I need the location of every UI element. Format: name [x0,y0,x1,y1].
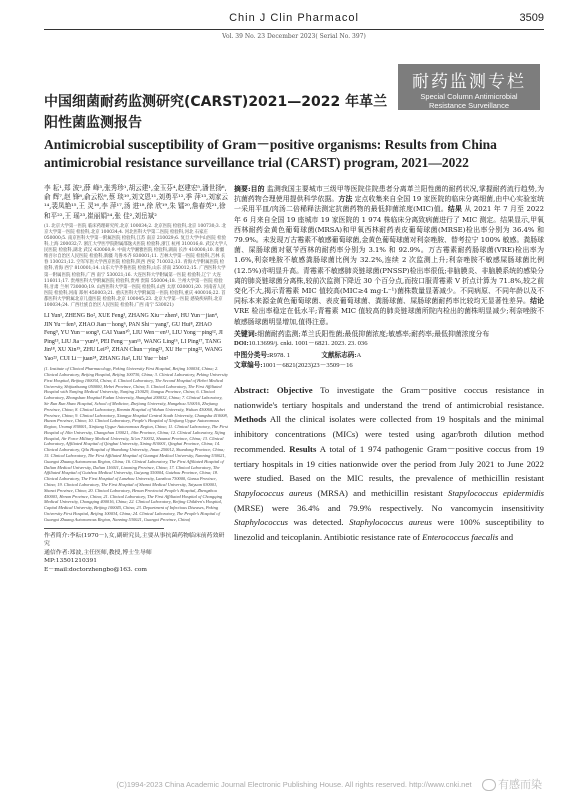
objective-cn-label: 目的 [250,185,265,193]
species-2: Stapylococcus epidermidis [448,487,544,498]
methods-en-label: Methods [234,414,267,425]
keywords-cn [234,329,544,339]
issue-info: Vol. 39 No. 23 December 2023( Serial No. 397) [222,33,366,40]
banner-subtitle-line1: Special Column Antimicrobial [420,92,518,101]
results-en-3: (MRSE) were 36.4% and 79.9% respectively. No vancomycin insensitivity [234,502,544,513]
species-4: Staphylococcus aureus [349,517,432,528]
species-5: Enterococcus faecalis [422,532,499,543]
methods-en: All the clinical isolates were collected from 19 hospitals and the minimal inhibitory concentrations (MICs) were tested using agar/broth dilution method recommended. [234,414,544,454]
keywords-cn-text: 细菌耐药监测;革兰氏阳性菌;最低抑菌浓度;敏感率;耐药率;最低抑菌浓度分布 [257,329,490,338]
page-number: 3509 [519,12,544,24]
author-phone: MP:13501210391 [44,558,97,565]
methods-cn-label: 方法 [338,195,353,204]
results-cn-label: 结果 [447,205,463,214]
clc-label: 中图分类号: [234,352,270,360]
results-en-5: were 100% susceptibility to linezolid and teicoplanin. Antibiotic resistance rate of [234,517,544,543]
classification-line [234,351,544,361]
conclusion-cn: VRE 检出率稳定在低水平;青霉素 MIC 值较高的肺炎链球菌所院内检出的菌株明显减少;利奈唑胺不敏感肠球菌明显增加,值得注意。 [234,307,544,326]
methods-cn: 定点收集来自全国 19 家医院的临床分离细菌,由中心实验室统一采用平皿/肉汤二倍稀释法测定抗菌药物的最低抑菌浓度(MIC)值。 [234,195,545,214]
doi-line [234,339,544,349]
chat-bubble-icon [482,779,496,791]
journal-title: Chin J Clin Pharmacol [229,12,359,24]
doc-code-value: A [356,352,362,360]
results-en-1: A total of 1 974 pathogenic Gram－positive coccus from 19 tertiary hospitals in 19 cities nationwide over the period from July 2021 to June 2022 were studied. Based on the MIC results, the prevalence of methicillin resistant [234,443,545,484]
objective-en-label: Objective [276,385,313,396]
authors-cn: 李 耘¹,郑 波²,薛 峰³,张秀珍¹,胡云建¹,金玉芬⁴,赵建宏⁵,潘世扬⁶,俞 辉⁷,赵 锋⁸,俞云松⁹,蔡 琰¹⁰,刘文恩¹¹,刘勇平¹²,季 萍¹³,刘家云¹⁴,裴凤艳¹⁵,王 灵¹⁶,李 萍¹⁷,汤 进¹⁸,徐 欣¹⁹,朱 镭²⁰,詹春英²¹,徐和平²²,王 瑶²³,崔丽娟²⁴,张 佳²,刘岳斌² [44,184,229,220]
results-en-2: (MRSA) and methicillin resistant [312,487,449,498]
banner-subtitle [398,92,540,110]
header-rule [44,29,544,30]
abstract-cn-label: 摘要: [234,185,251,193]
species-1: Stapylococcus aureus [234,487,313,498]
article-number-line [234,361,544,371]
affiliations-cn: (1. 北京大学第一医院 临床药理研究所,北京 100034;2. 北京医院 检验科,北京 100730;3. 北京大学第一医院 检验科,北京 100034;4. 河北医科大学第二医院 检验科,河北 石家庄 050000;5. 南京医科大学第一附属医院 检验科,江苏 南京 210029;6. 复旦大学中山医院 检验科,上海 200032;7. 浙江大学医学院附属邵逸夫医院 检验科,浙江 杭州 310016;8. 武汉大学人民医院 检验科,湖北 武汉 430060;9. 中南大学湘雅医院 检验科,湖南 长沙 410008;10. 新疆维吾尔自治区人民医院 检验科,新疆 乌鲁木齐 830001;11. 吉林大学第一医院 检验科,吉林 长春 130021;12. 空军军医大学西京医院 检验科,陕西 西安 710032;13. 青海大学附属医院 检验科,青海 西宁 810001;14. 山东大学齐鲁医院 检验科,山东 济南 250012;15. 广西医科大学第一附属医院 检验科,广西 南宁 530021;16. 大连医科大学附属第一医院 检验科,辽宁 大连 116011;17. 贵州医科大学附属医院 检验科,贵州 贵阳 550004;18. 兰州大学第一医院 检验科,甘肃 兰州 730000;19. 山西医科大学第一医院 检验科,山西 太原 030001;20. 河南省人民医院 检验科,河南 郑州 450003;21. 重庆医科大学附属第一医院 检验科,重庆 400016;22. 首都医科大学附属北京儿童医院 检验科,北京 100045;23. 北京大学第一医院 感染疾病科,北京 100034;24. 广西壮族自治区人民医院 检验科,广西 南宁 530021) [44,223,228,309]
keywords-cn-label: 关键词: [234,329,258,338]
abstract-column [234,184,544,545]
article-title-cn: 中国细菌耐药监测研究(CARST)2021—2022 年革兰阳性菌监测报告 [44,94,388,131]
doi-value: 10.13699/j. cnki. 1001－6821. 2023. 23. 036 [248,340,368,348]
authors-en: LI Yun¹, ZHENG Bo², XUE Feng³, ZHANG Xiu－zhen¹, HU Yun－jian⁴, JIN Yu－fen⁵, ZHAO Jian－hong⁶, PAN Shi－yang⁷, GU Hui⁸, ZHAO Feng⁹, YU Yun－song⁹, CAI Yuan¹⁰, LIU Wen－en¹¹, LIU Yong－ping¹², JI Ping¹³, LIU Jia－yun¹⁴, PEI Feng－yan¹⁵, WANG Ling¹⁶, LI Ping¹⁷, TANG Jin¹⁸, XU Xin¹⁹, ZHU Lei²⁰, ZHAN Chun－ying²¹, XU He－ping²², WANG Yao²³, CUI Li－juan²⁴, ZHANG Jia², LIU Yue－bin² [44,313,223,362]
article-number-value: 1001－6821(2023)23－3509－16 [262,362,353,370]
objective-en: To investigate the Gram－positive coccus resistance in nationwide's tertiary hospitals and understand the trend of antimicrobial resistance. [234,385,544,410]
author-bio: 作者简介:李耘(1970－),女,副研究员,主要从事抗菌药物临床前药效研究 [44,532,225,548]
objective-cn: 监测我国主要城市三级甲等医院住院患者分离革兰阳性菌的耐药状况,掌握耐药流行趋势,为抗菌药物合理使用提供科学依据。 [234,185,545,204]
abstract-cn [234,184,544,327]
banner-title: 耐药监测专栏 [412,72,526,92]
clc-value: R978. 1 [269,352,291,360]
abstract-en-label: Abstract: [234,385,270,396]
results-en-6: and [498,532,514,543]
affiliations-en: (1. Institute of Clinical Pharmacology, Peking University First Hospital, Beijing 100034, China; 2. Clinical Laboratory, Beijing Hospital, Beijing 100730, China; 3. Clinical Laboratory, Peking University First Hospital, Beijing 100034, China; 4. Clinical Laboratory, The Second Hospital of Hebei Medical University, Shijiazhuang 050000, Hebei Province, China; 5. Clinical Laboratory, The First Affiliated Hospital with Nanjing Medical University, Nanjing 210029, Jiangsu Province, China; 6. Clinical Laboratory, Zhongshan Hospital Fudan University, Shanghai 200032, China; 7. Clinical Laboratory, Sir Run Run Shaw Hospital, School of Medicine, Zhejiang University, Hangzhou 310016, Zhejiang Province, China; 8. Clinical Laboratory, Renmin Hospital of Wuhan University, Wuhan 430060, Hubei Province, China; 9. Clinical Laboratory, Xiangya Hospital Central South University, Changsha 410008, Hunan Province, China; 10. Clinical Laboratory, People's Hospital of Xinjiang Uygur Autonomous Region, Urumqi 830001, Xinjiang Uygur Autonomous Region, China; 11. Clinical Laboratory, The First Hospital of Jilin University, Changchun 130021, Jilin Province, China; 12. Clinical Laboratory, Xijing Hospital, Air Force Military Medical University, Xi'an 710032, Shaanxi Province, China; 13. Clinical Laboratory, Affiliated Hospital of Qinghai University, Xining 810001, Qinghai Province, China; 14. Clinical Laboratory, Qilu Hospital of Shandong University, Jinan 250012, Shandong Province, China; 15. Clinical Laboratory, The First Affiliated Hospital of Guangxi Medical University, Nanning 530021, Guangxi Zhuang Autonomous Region, China; 16. Clinical Laboratory, The First Affiliated Hospital of Dalian Medical University, Dalian 116011, Liaoning Province, China; 17. Clinical Laboratory, The Affiliated Hospital of Guizhou Medical University, Guiyang 550004, Guizhou Province, China; 18. Clinical Laboratory, The First Hospital of Lanzhou University, Lanzhou 730000, Gansu Province, China; 19. Clinical Laboratory, The First Hospital of Shanxi Medical University, Taiyuan 030001, Shanxi Province, China; 20. Clinical Laboratory, Henan Provincial People's Hospital, Zhengzhou 450003, Henan Province, China; 21. Clinical Laboratory, The First Affiliated Hospital of Chongqing Medical University, Chongqing 400016, China; 22. Clinical Laboratory, Beijing Children's Hospital, Capital Medical University, Beijing 100045, China; 23. Department of Infectious Diseases, Peking University First Hospital, Beijing 100034, China; 24. Clinical Laboratory, The People's Hospital of Guangxi Zhuang Autonomous Region, Nanning 530021, Guangxi Province, China) [44,366,228,522]
species-3: Staphylococcus [234,517,289,528]
watermark-text: 有感而染 [498,778,542,791]
doc-code-label: 文献标志码: [321,352,357,360]
results-en-4: was detected. [288,517,350,528]
watermark [482,776,542,792]
abstract-en [234,383,544,545]
results-en-label: Results [289,443,317,454]
author-info-divider [44,528,164,529]
results-cn: 从 2021 年 7 月至 2022 年 6 月来自全国 19 座城市 19 家医院的 1 974 株临床分离致病菌进行了 MIC 测定。结果显示,甲氧西林耐药金黄色葡萄球菌(MRSA)和甲氧西林耐药表皮葡萄球菌(MRSE)检出率分别为 36.4% 和 79.9%。未发现万古霉素不敏感葡萄球菌,金黄色葡萄球菌对利奈唑胺、替考拉宁 100% 敏感。粪肠球菌、屎肠球菌对氨苄西林的耐药率分别为 3.1% 和 92.9%。万古霉素耐药肠球菌(VRE)检出率为 1.6%,利奈唑胺不敏感粪肠球菌比例为 32.2%,连续 2 次监测上升;利奈唑胺不敏感屎肠球菌比例(12.5%)亦明显升高。青霉素不敏感肺炎链球菌(PNSSP)检出率很低;非脑膜炎、非脑膜系统的感染分离的肺炎链球菌分离株,较前次监测下降近 30 个百分点,而按口服青霉素 V 折点计算为 71.8%,较之前变化不大,揭示青霉素 MIC 值较高(MIC≥4 mg·L⁻¹)菌株数量显著减少。不同病原、不同年龄以及不同标本来源金黄色葡萄球菌、表皮葡萄球菌、粪肠球菌、屎肠球菌耐药率比较均无显著性差异。 [234,205,545,306]
author-info [44,532,228,575]
conclusion-cn-label: 结论 [530,297,545,306]
corresponding-author: 通信作者:郑波,主任医师,教授,博士生导师 [44,549,152,556]
author-column [44,184,228,575]
doi-label: DOI: [234,340,249,348]
author-email: E－mail:doctorzhengbo@163. com [44,567,147,574]
column-banner [398,64,540,110]
article-number-label: 文章编号: [234,362,263,370]
article-title-en: Antimicrobial susceptibility of Gram－positive organisms: Results from China antimicrobial resistance surveillance trial (CARST) program, 2021—2022 [44,137,497,170]
copyright-footer: (C)1994-2023 China Academic Journal Electronic Publishing House. All rights reserved. http://www.cnki.net [116,780,472,789]
banner-subtitle-line2: Resistance Surveillance [428,101,510,110]
